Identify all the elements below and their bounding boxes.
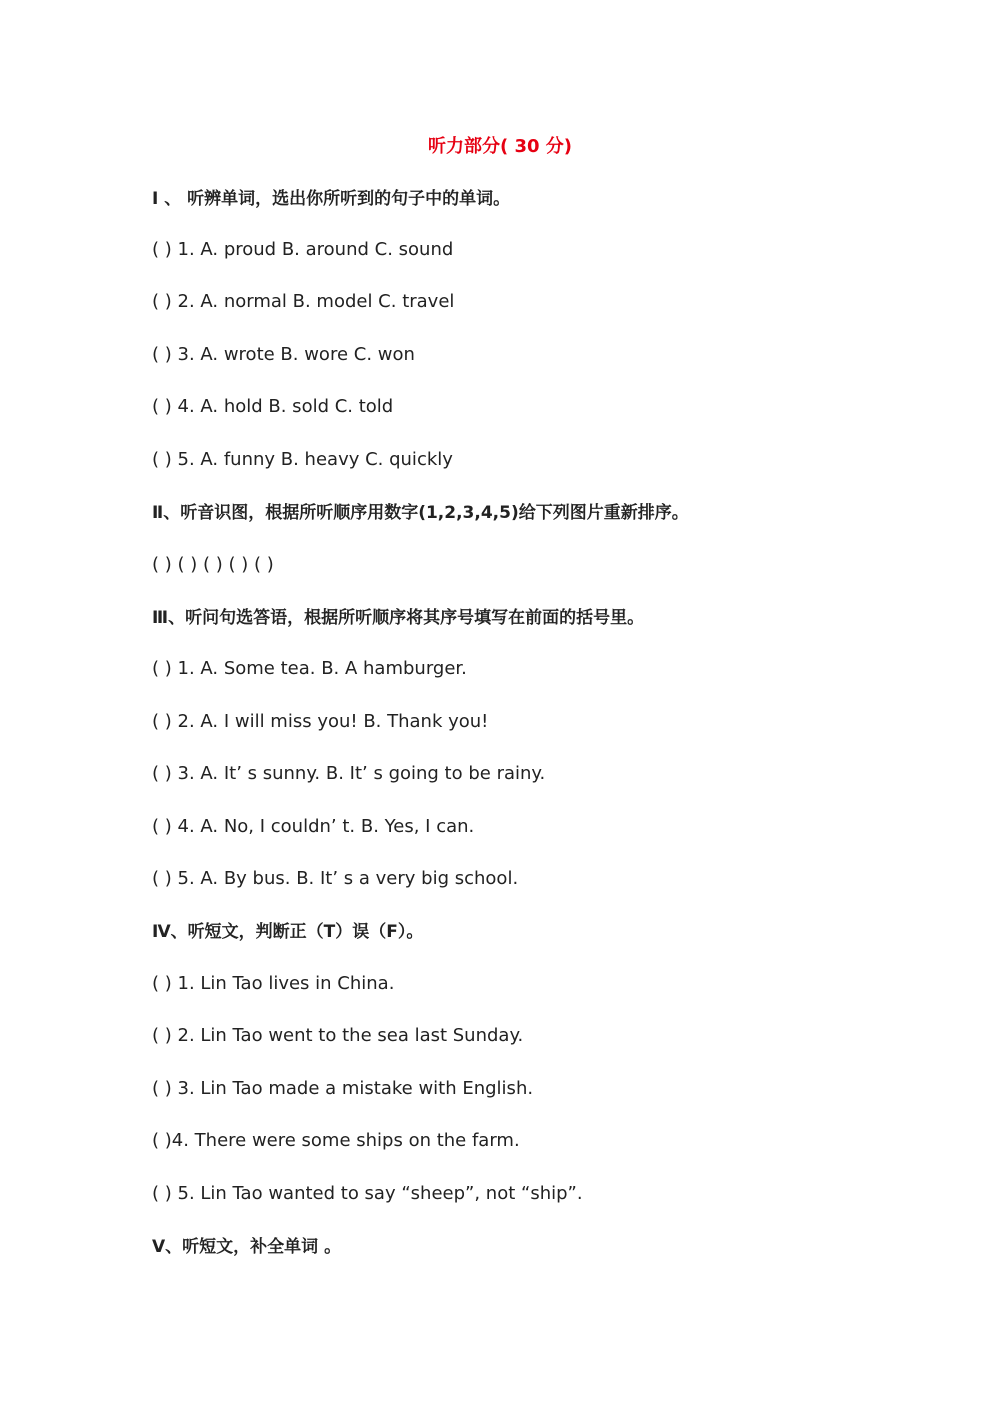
section-5-heading: Ⅴ、听短文，补全单词 。 bbox=[152, 1237, 342, 1257]
section-4-item-5: ( ) 5. Lin Tao wanted to say “sheep”, not “ship”. bbox=[152, 1183, 583, 1204]
section-2-item-1: ( ) ( ) ( ) ( ) ( ) bbox=[152, 554, 274, 575]
section-4-item-4: ( )4. There were some ships on the farm. bbox=[152, 1130, 520, 1151]
section-3-item-3: ( ) 3. A. It’ s sunny. B. It’ s going to be rainy. bbox=[152, 763, 546, 784]
section-4-heading: Ⅳ、听短文，判断正（T）误（F）。 bbox=[152, 922, 424, 942]
section-3-item-1: ( ) 1. A. Some tea. B. A hamburger. bbox=[152, 658, 467, 679]
section-4-item-3: ( ) 3. Lin Tao made a mistake with English. bbox=[152, 1078, 534, 1099]
section-4-item-2: ( ) 2. Lin Tao went to the sea last Sunday. bbox=[152, 1025, 524, 1046]
section-4-item-1: ( ) 1. Lin Tao lives in China. bbox=[152, 973, 395, 994]
section-1-item-4: ( ) 4. A. hold B. sold C. told bbox=[152, 396, 394, 417]
section-3-item-2: ( ) 2. A. I will miss you! B. Thank you! bbox=[152, 711, 489, 732]
section-3-item-4: ( ) 4. A. No, I couldn’ t. B. Yes, I can. bbox=[152, 816, 475, 837]
page-title: 听力部分( 30 分) bbox=[427, 136, 573, 157]
section-2-heading: Ⅱ、听音识图，根据所听顺序用数字(1,2,3,4,5)给下列图片重新排序。 bbox=[152, 503, 689, 523]
section-1-item-5: ( ) 5. A. funny B. heavy C. quickly bbox=[152, 449, 453, 470]
section-1-item-3: ( ) 3. A. wrote B. wore C. won bbox=[152, 344, 415, 365]
section-1-heading: Ⅰ 、 听辨单词，选出你所听到的句子中的单词。 bbox=[152, 189, 511, 209]
section-3-heading: Ⅲ、听问句选答语，根据所听顺序将其序号填写在前面的括号里。 bbox=[152, 608, 645, 628]
section-3-item-5: ( ) 5. A. By bus. B. It’ s a very big school. bbox=[152, 868, 519, 889]
section-1-item-2: ( ) 2. A. normal B. model C. travel bbox=[152, 291, 455, 312]
section-1-item-1: ( ) 1. A. proud B. around C. sound bbox=[152, 239, 454, 260]
